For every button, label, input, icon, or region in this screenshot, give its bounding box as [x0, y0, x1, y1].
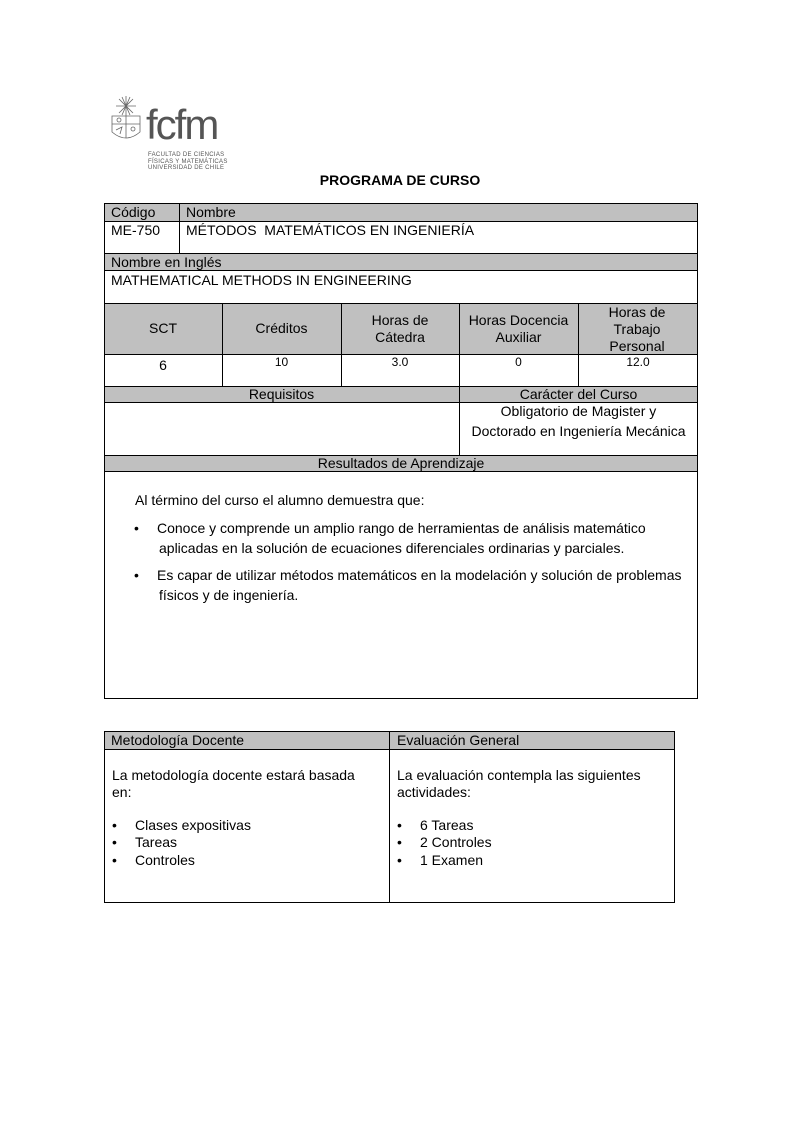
learning-label: Resultados de Aprendizaje — [317, 455, 485, 471]
name-label: Nombre — [186, 204, 236, 220]
requirements-label: Requisitos — [248, 386, 315, 402]
bullet-icon: • — [112, 817, 117, 833]
course-name: MÉTODOS MATEMÁTICOS EN INGENIERÍA — [186, 222, 475, 238]
evaluation-intro-line1: La evaluación contempla las siguientes — [397, 767, 641, 783]
evaluation-intro-line2: actividades: — [397, 784, 471, 800]
hours-header-auxiliar: Horas Docencia Auxiliar — [468, 312, 569, 345]
fcfm-logo — [108, 94, 238, 174]
bullet-icon: • — [397, 817, 402, 833]
learning-item-2-line1: Es capar de utilizar métodos matemáticos en la modelación y solución de problemas — [157, 567, 682, 583]
english-name: MATHEMATICAL METHODS IN ENGINEERING — [111, 272, 412, 288]
hours-value-auxiliar: 0 — [515, 355, 522, 369]
evaluation-item: 1 Examen — [420, 852, 484, 868]
methodology-label: Metodología Docente — [111, 732, 245, 748]
logo-subtitle — [148, 152, 228, 172]
bullet-icon: • — [397, 852, 402, 868]
logo-wordmark: fcfm — [146, 101, 218, 148]
code-label: Código — [111, 204, 156, 220]
bullet-icon: • — [134, 567, 139, 583]
methodology-item: Clases expositivas — [135, 817, 251, 833]
hours-header-sct: SCT — [149, 320, 177, 336]
hours-value-catedra: 3.0 — [391, 355, 409, 369]
methodology-item: Tareas — [135, 834, 178, 850]
methodology-item: Controles — [135, 852, 195, 868]
learning-item-1-line2: aplicadas en la solución de ecuaciones diferenciales ordinarias y parciales. — [159, 540, 625, 556]
hours-header-catedra: Horas de Cátedra — [371, 312, 429, 345]
course-character-line2: Doctorado en Ingeniería Mecánica — [471, 423, 686, 439]
logo-subtitle-line: FACULTAD DE CIENCIAS — [148, 152, 225, 158]
english-name-label: Nombre en Inglés — [111, 254, 222, 270]
logo-subtitle-line: UNIVERSIDAD DE CHILE — [148, 165, 225, 171]
bullet-icon: • — [112, 852, 117, 868]
methodology-intro-line1: La metodología docente estará basada — [112, 767, 355, 783]
learning-item-1-line1: Conoce y comprende un amplio rango de herramientas de análisis matemático — [157, 520, 646, 536]
hours-header-credits: Créditos — [255, 320, 308, 336]
learning-intro: Al término del curso el alumno demuestra que: — [135, 492, 425, 508]
course-character-line1: Obligatorio de Magister y — [500, 403, 657, 419]
bullet-icon: • — [397, 834, 402, 850]
hours-value-sct: 6 — [159, 357, 167, 373]
course-code: ME-750 — [111, 222, 161, 238]
learning-item-2-line2: físicos y de ingeniería. — [159, 587, 299, 603]
page-title: PROGRAMA DE CURSO — [319, 172, 481, 188]
hours-value-credits: 10 — [274, 355, 289, 369]
hours-value-personal: 12.0 — [626, 355, 650, 369]
hours-header-personal: Horas de Trabajo Personal — [608, 304, 666, 354]
evaluation-label: Evaluación General — [397, 732, 520, 748]
methodology-intro-line2: en: — [112, 784, 132, 800]
university-seal-icon — [108, 94, 144, 144]
bullet-icon: • — [112, 834, 117, 850]
logo-subtitle-line: FÍSICAS Y MATEMÁTICAS — [148, 158, 228, 165]
course-character-label: Carácter del Curso — [519, 386, 638, 402]
bullet-icon: • — [134, 520, 139, 536]
evaluation-item: 6 Tareas — [420, 817, 474, 833]
evaluation-item: 2 Controles — [420, 834, 492, 850]
